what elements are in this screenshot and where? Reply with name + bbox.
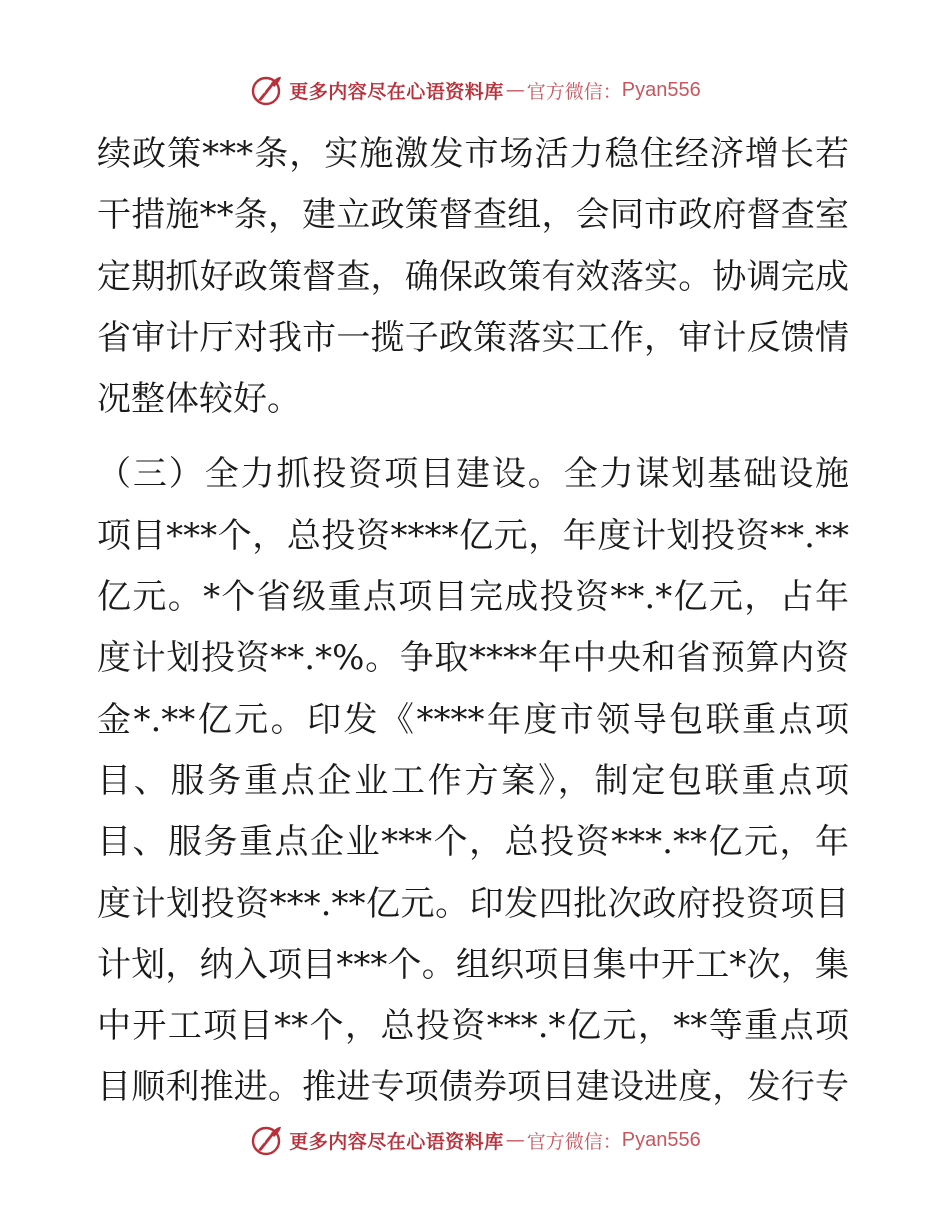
text-line: 项目***个，总投资****亿元，年度计划投资**.** <box>97 515 849 556</box>
text-line: 干措施**条，建立政策督查组，会同市政府督查室 <box>97 195 849 236</box>
quill-logo-icon <box>249 73 283 107</box>
paragraph-investment-projects <box>97 444 849 1118</box>
text-line: 度计划投资**.*%。争取****年中央和省预算内资 <box>97 638 849 679</box>
watermark-title: 更多内容尽在心语资料库 <box>289 1130 504 1153</box>
section-heading-line: （三）全力抓投资项目建设。全力谋划基础设施 <box>97 454 849 495</box>
watermark-title: 更多内容尽在心语资料库 <box>289 80 504 103</box>
watermark-dash: — <box>505 1129 525 1151</box>
text-line: 中开工项目**个，总投资***.*亿元，**等重点项 <box>97 1006 849 1047</box>
watermark-dash: — <box>505 79 525 101</box>
watermark-wechat-id: Pyan556 <box>621 1128 701 1151</box>
text-line: 计划，纳入项目***个。组织项目集中开工*次，集 <box>97 944 849 985</box>
watermark-wechat-label: 官方微信： <box>526 1130 622 1153</box>
document-body <box>97 124 849 1119</box>
text-line: 省审计厅对我市一揽子政策落实工作，审计反馈情 <box>97 317 849 358</box>
paragraph-policy-implementation <box>97 124 849 430</box>
quill-logo-icon <box>249 1123 283 1157</box>
watermark-wechat-label: 官方微信： <box>526 80 622 103</box>
text-line: 金*.**亿元。印发《****年度市领导包联重点项 <box>97 699 849 740</box>
paragraph-gap <box>97 430 849 444</box>
text-line: 亿元。*个省级重点项目完成投资**.*亿元，占年 <box>97 577 849 618</box>
header-watermark <box>0 70 950 110</box>
text-line: 目、服务重点企业工作方案》，制定包联重点项 <box>97 760 849 801</box>
watermark-wechat-id: Pyan556 <box>621 78 701 101</box>
footer-watermark <box>0 1120 950 1160</box>
text-line: 定期抓好政策督查，确保政策有效落实。协调完成 <box>97 256 849 297</box>
text-line: 况整体较好。 <box>97 379 301 420</box>
text-line: 续政策***条，实施激发市场活力稳住经济增长若 <box>97 134 849 174</box>
text-line: 目、服务重点企业***个，总投资***.**亿元，年 <box>97 822 849 863</box>
text-line: 目顺利推进。推进专项债券项目建设进度，发行专 <box>97 1067 849 1108</box>
text-line: 度计划投资***.**亿元。印发四批次政府投资项目 <box>97 883 849 924</box>
